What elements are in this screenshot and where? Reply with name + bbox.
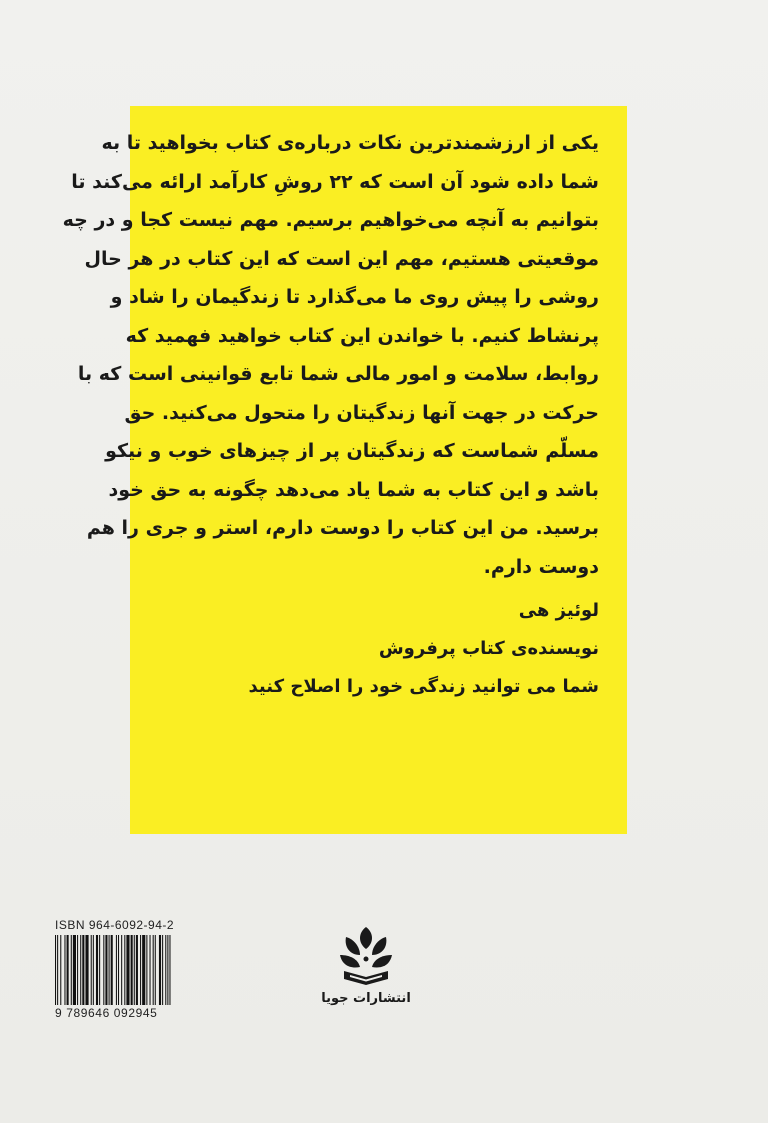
barcode-bar — [118, 935, 119, 1005]
barcode-bar — [99, 935, 100, 1005]
publisher-block — [316, 925, 416, 1035]
book-flower-logo-icon — [336, 925, 396, 987]
barcode-bar — [105, 935, 107, 1005]
barcode-bar — [150, 935, 151, 1005]
barcode-bar — [55, 935, 56, 1005]
blurb-line: یکی از ارزشمندترین نکات درباره‌ی کتاب بخواهید تا به — [101, 132, 599, 154]
blurb-line: حرکت در جهت آنها زندگیتان را متحول می‌کنید. حق — [124, 401, 599, 424]
isbn-barcode — [55, 918, 205, 1024]
barcode-bar — [142, 935, 145, 1005]
barcode-bar — [77, 935, 78, 1005]
signature-block — [158, 592, 599, 706]
barcode-bar — [162, 935, 163, 1005]
isbn-label: ISBN 964-6092-94-2 — [55, 918, 175, 932]
blurb-text — [62, 124, 599, 586]
barcode-bar — [71, 935, 72, 1005]
author-name: لوئیز هی — [518, 600, 599, 621]
barcode-bar — [169, 935, 170, 1005]
barcode-bar — [167, 935, 168, 1005]
publisher-name: انتشارات جویا — [321, 991, 411, 1006]
barcode-bar — [126, 935, 129, 1005]
barcode-bar — [85, 935, 88, 1005]
barcode-bar — [134, 935, 135, 1005]
barcode-bar — [124, 935, 125, 1005]
barcode-bar — [121, 935, 122, 1005]
barcode-bar — [109, 935, 110, 1005]
barcode-bar — [80, 935, 81, 1005]
barcode-bar — [131, 935, 133, 1005]
barcode-bar — [57, 935, 58, 1005]
barcode-bar — [153, 935, 154, 1005]
ean-digits: 9 789646 092945 — [55, 1006, 158, 1020]
barcode-bar — [136, 935, 138, 1005]
barcode-bar — [146, 935, 147, 1005]
barcode-bars — [55, 935, 203, 1007]
barcode-bar — [91, 935, 92, 1005]
blurb-line: روشی را پیش روی ما می‌گذارد تا زندگیمان را شاد و — [110, 286, 599, 308]
barcode-bar — [140, 935, 141, 1005]
barcode-bar — [165, 935, 166, 1005]
author-role: نویسنده‌ی کتاب پرفروش — [378, 638, 599, 659]
barcode-bar — [93, 935, 94, 1005]
blurb-line: مسلّم شماست که زندگیتان پر از چیزهای خوب و نیکو — [105, 440, 599, 462]
author-book-title: شما می توانید زندگی خود را اصلاح کنید — [248, 676, 599, 697]
blurb-line: شما داده شود آن است که ۲۲ روشِ کارآمد ارائه می‌کند تا — [71, 170, 599, 193]
barcode-bar — [73, 935, 76, 1005]
blurb-line: برسید. من این کتاب را دوست دارم، استر و جری را هم — [86, 517, 599, 539]
barcode-bar — [67, 935, 69, 1005]
barcode-bar — [116, 935, 117, 1005]
barcode-bar — [96, 935, 98, 1005]
blurb-line: بتوانیم به آنچه می‌خواهیم برسیم. مهم نیست کجا و در چه — [62, 209, 599, 231]
blurb-line: پرنشاط کنیم. با خواندن این کتاب خواهید فهمید که — [125, 324, 599, 347]
barcode-bar — [159, 935, 161, 1005]
blurb-line: روابط، سلامت و امور مالی شما تابع قوانینی است که با — [77, 363, 599, 385]
blurb-line: موقعیتی هستیم، مهم این است که این کتاب در هر حال — [84, 247, 599, 270]
barcode-bar — [103, 935, 104, 1005]
barcode-bar — [111, 935, 113, 1005]
blurb-line: دوست دارم. — [483, 555, 599, 578]
barcode-bar — [60, 935, 61, 1005]
barcode-bar — [155, 935, 156, 1005]
blurb-box — [62, 106, 627, 834]
blurb-line: باشد و این کتاب به شما یاد می‌دهد چگونه به حق خود — [108, 478, 599, 501]
barcode-bar — [82, 935, 84, 1005]
barcode-bar — [64, 935, 65, 1005]
